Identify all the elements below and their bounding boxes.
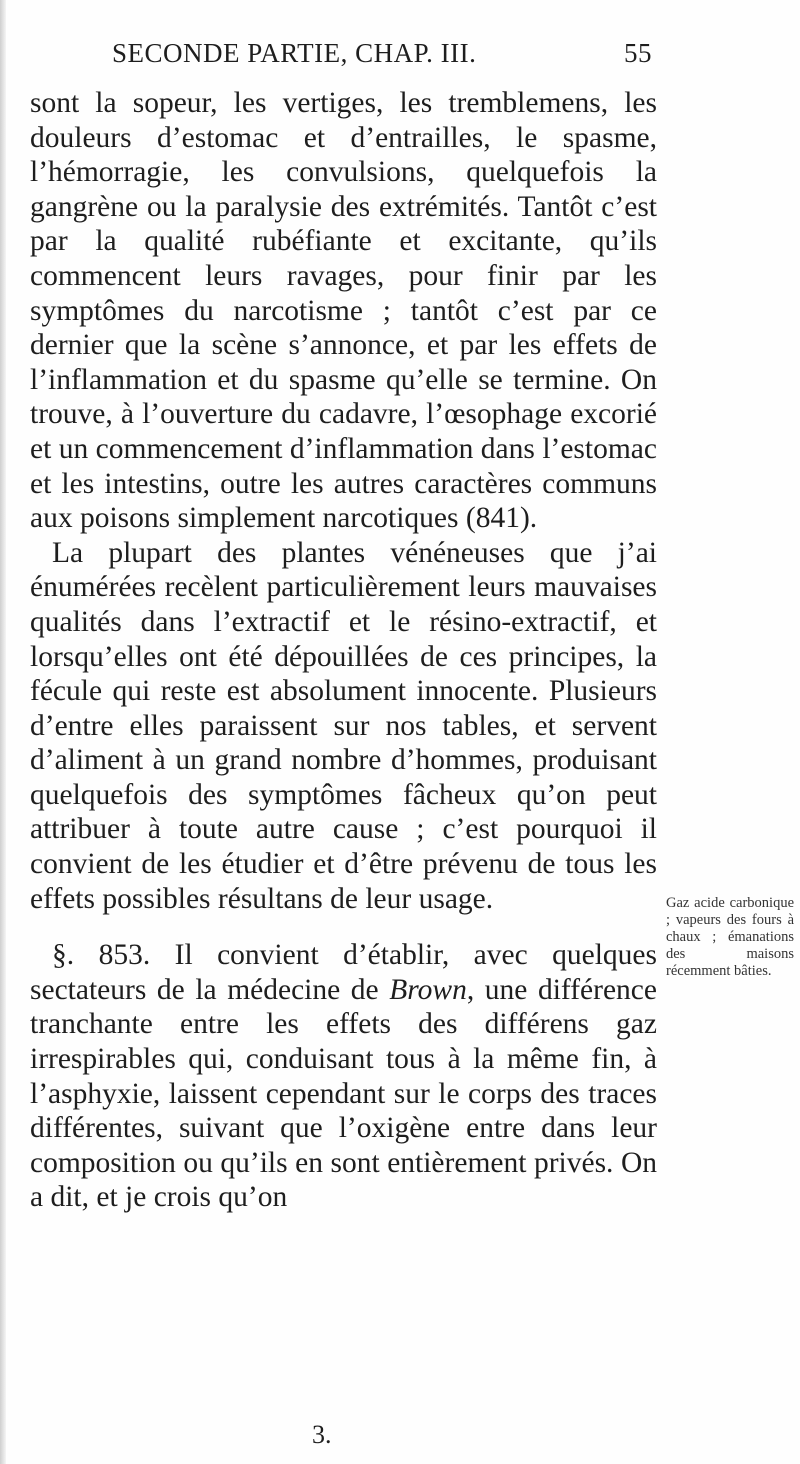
paragraph-continuation: sont la sopeur, les vertiges, les tremblemens, les douleurs d’estomac et d’entrailles, le spasme, l’hémorragie, les convulsions, quelquefois la gangrène ou la paralysie des extrémités. Tantôt c’est par la qualité rubéfiante et excitante, qu’ils commencent leurs ravages, pour finir par les symptômes du narcotisme ; tantôt c’est par ce dernier que la scène s’annonce, et par les effets de l’inflammation et du spasme qu’elle se termine. On trouve, à l’ouverture du cadavre, l’œsophage excorié et un commencement d’inflammation dans l’estomac et les intestins, outre les autres caractères communs aux poisons simplement narcotiques (841). — [30, 87, 657, 535]
section-853-text-end: , une différence tranchante entre les effets des différens gaz irrespirables qui, conduisant tous à la même fin, à l’asphyxie, laissent cependant sur le corps des traces différentes, suivant que l’oxigène entre dans leur composition ou qu’ils en sont entièrement privés. On a dit, et je crois qu’on — [30, 973, 657, 1214]
section-853-text-start: §. 853. Il convient d’établir, avec quelques sectateurs de la médecine de — [30, 939, 657, 1006]
margin-note: Gaz acide carbonique ; vapeurs des fours à chaux ; émanations des maisons récemment bâties. — [666, 895, 794, 979]
body-text — [30, 86, 657, 1215]
author-name-brown: Brown — [389, 973, 467, 1006]
running-head-title: SECONDE PARTIE, CHAP. III. — [112, 38, 477, 68]
paragraph-plantes-veneneuses: La plupart des plantes vénéneuses que j’ai énumérées recèlent particulièrement leurs mauvaises qualités dans l’extractif et le résino-extractif, et lorsqu’elles ont été dépouillées de ces principes, la fécule qui reste est absolument innocente. Plusieurs d’entre elles paraissent sur nos tables, et servent d’aliment à un grand nombre d’hommes, produisant quelquefois des symptômes fâcheux qu’on peut attribuer à toute autre cause ; c’est pourquoi il convient de les étudier et d’être prévenu de tous les effets possibles résultans de leur usage. — [30, 536, 657, 915]
section-853-paragraph — [30, 938, 657, 1215]
page-number: 55 — [624, 38, 652, 68]
page-edge-shadow — [0, 0, 6, 1464]
signature-mark: 3. — [312, 1420, 332, 1449]
